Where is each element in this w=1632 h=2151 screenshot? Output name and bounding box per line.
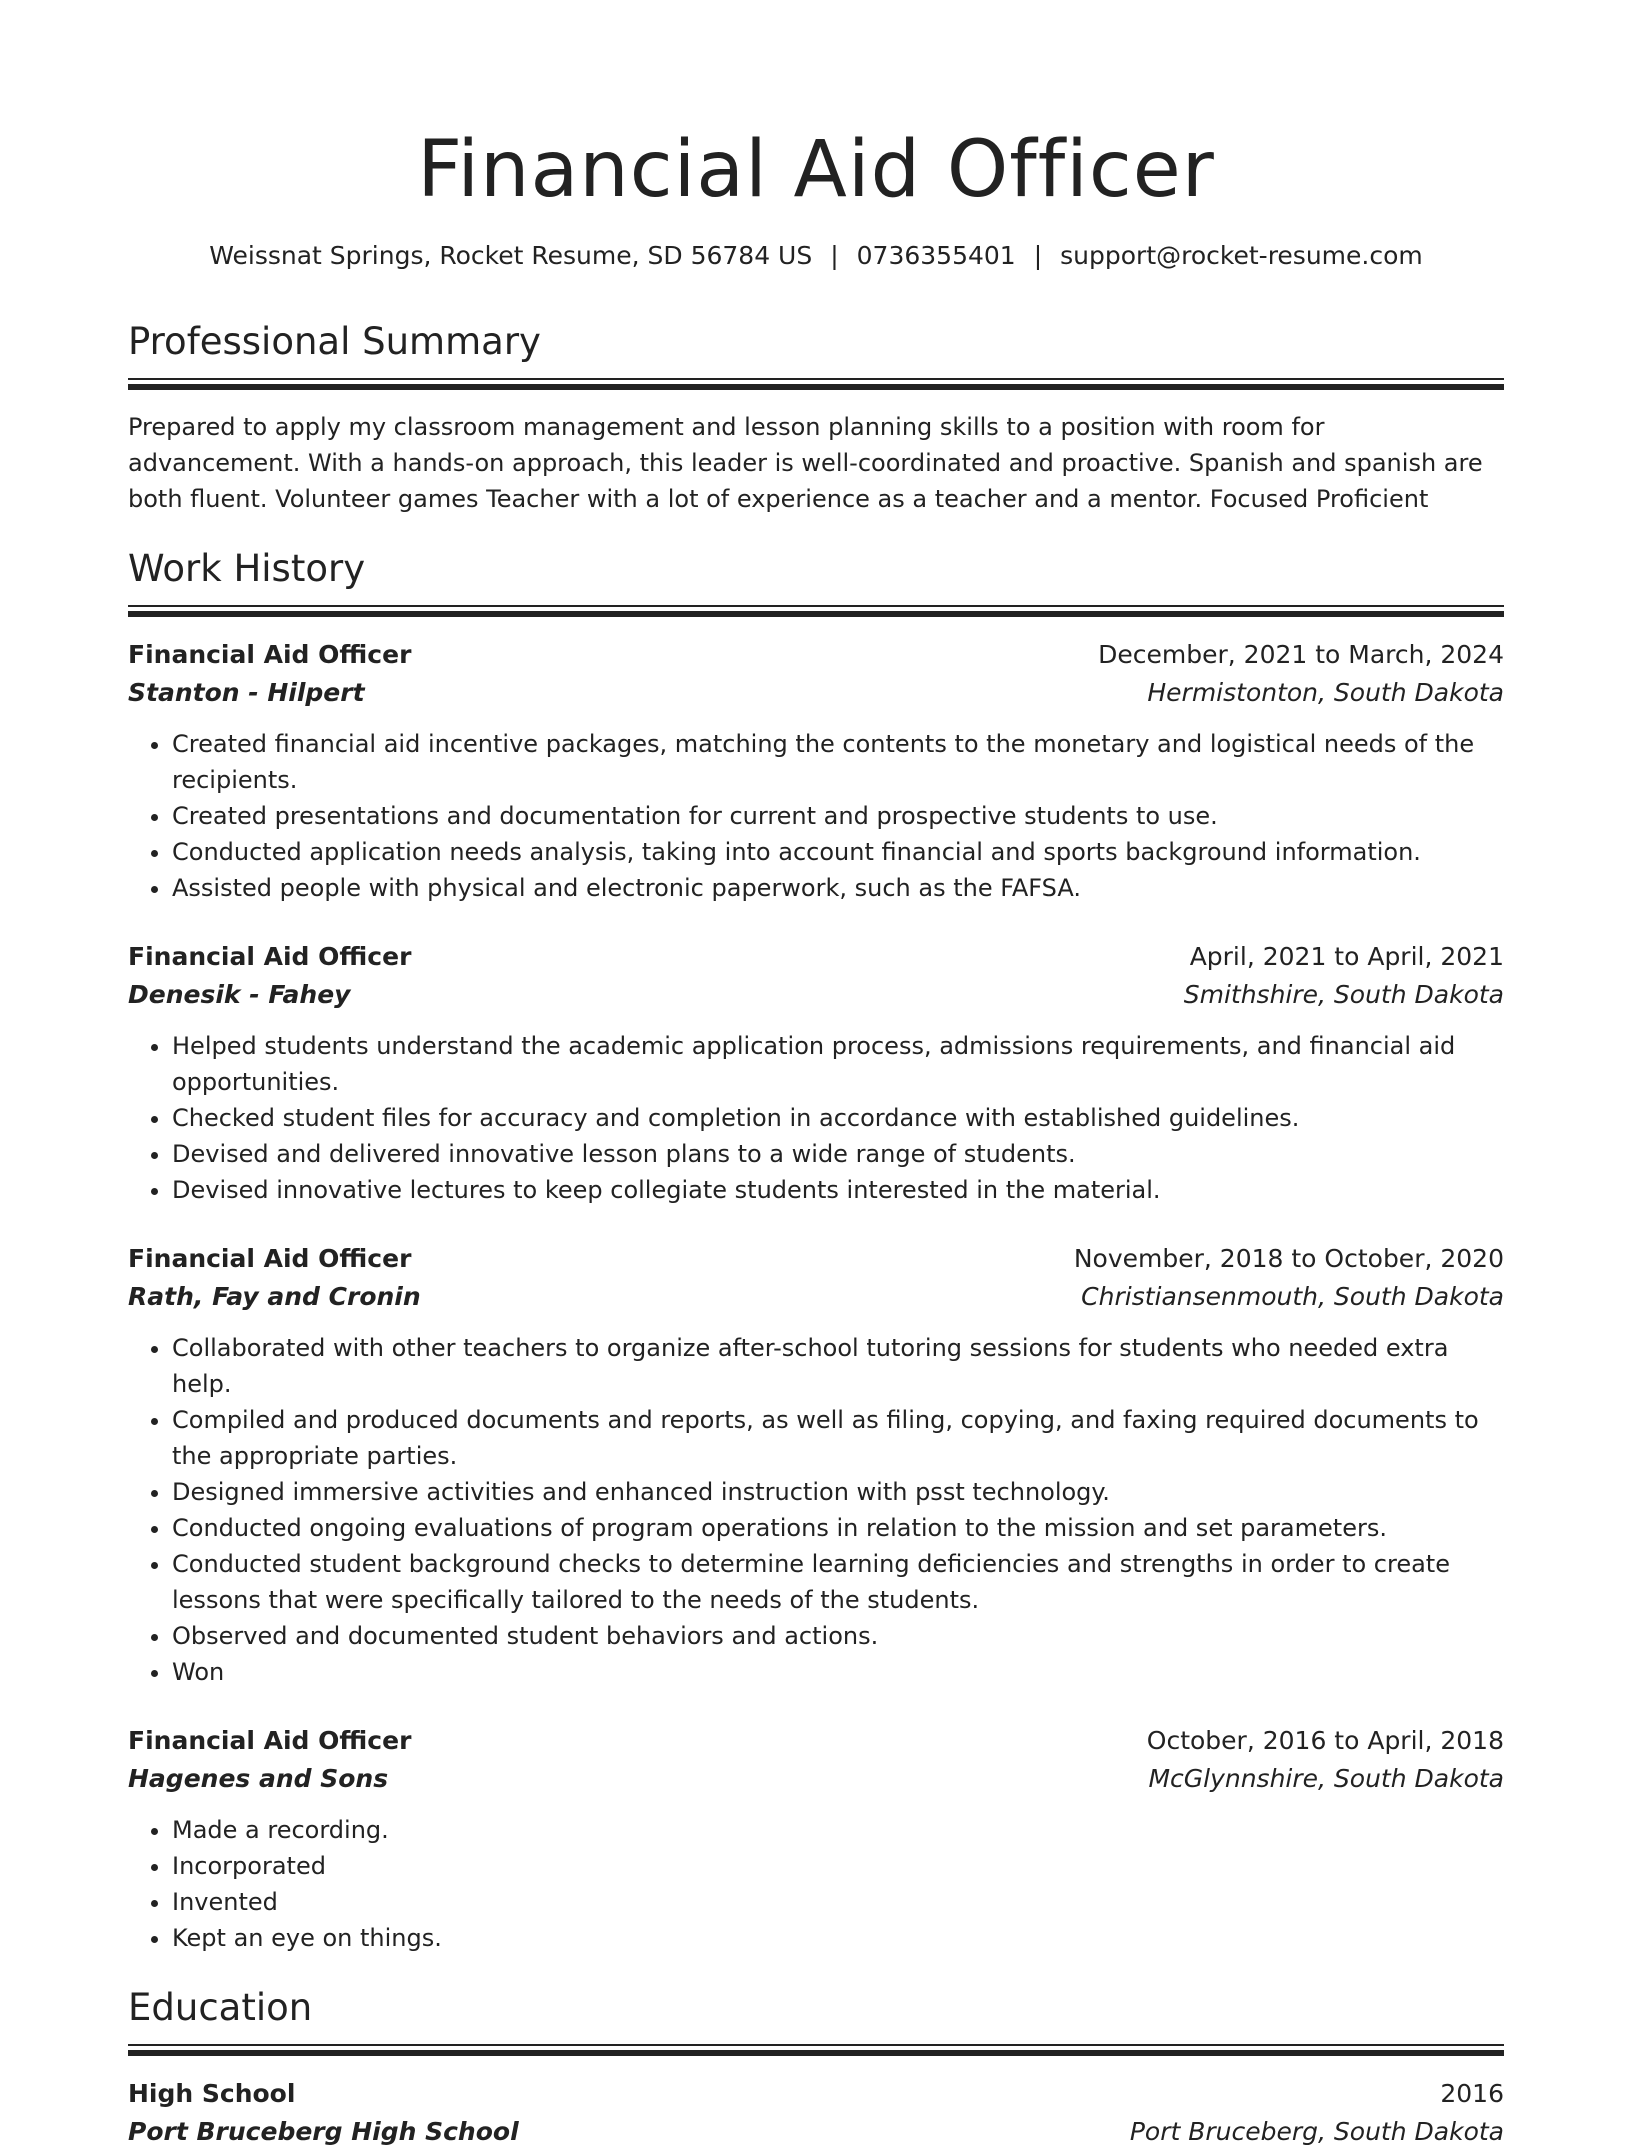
contact-email: support@rocket-resume.com: [1060, 241, 1423, 270]
job-location: Smithshire, South Dakota: [1183, 980, 1504, 1009]
job-title: Financial Aid Officer: [128, 1726, 412, 1755]
list-item: • Collaborated with other teachers to organize after-school tutoring sessions for students who needed extra help.: [172, 1330, 1504, 1402]
contact-separator: |: [1033, 241, 1043, 270]
section-heading-summary: Professional Summary: [128, 320, 541, 363]
job-dates: October, 2016 to April, 2018: [1146, 1726, 1504, 1755]
job-company: Hagenes and Sons: [128, 1764, 389, 1793]
contact-address: Weissnat Springs, Rocket Resume, SD 56784 US: [209, 241, 813, 270]
job-location: Hermistonton, South Dakota: [1147, 678, 1504, 707]
list-item: • Observed and documented student behaviors and actions.: [172, 1618, 1504, 1654]
job-location: Christiansenmouth, South Dakota: [1081, 1282, 1504, 1311]
job-bullets: [128, 726, 1504, 906]
summary-text: Prepared to apply my classroom management and lesson planning skills to a position with room for advancement. With a hands-on approach, this leader is well-coordinated and proactive. Spanish and spanish are both fluent. Volunteer games Teacher with a lot of experience as a teacher and a mentor. Focused Proficient: [128, 413, 1483, 513]
job-dates: April, 2021 to April, 2021: [1189, 942, 1504, 971]
list-item: • Checked student files for accuracy and completion in accordance with established guidelines.: [172, 1100, 1504, 1136]
education-entry: [128, 2075, 1504, 2151]
page-title: Financial Aid Officer: [417, 125, 1215, 215]
job-entry: [128, 938, 1504, 1208]
list-item: • Helped students understand the academic application process, admissions requirements, and financial aid opportunities.: [172, 1028, 1504, 1100]
job-bullets: [128, 1330, 1504, 1690]
job-entry: [128, 1240, 1504, 1690]
list-item: • Conducted application needs analysis, taking into account financial and sports background information.: [172, 834, 1504, 870]
list-item: • Compiled and produced documents and reports, as well as filing, copying, and faxing required documents to the appropriate parties.: [172, 1402, 1504, 1474]
section-heading-work: Work History: [128, 547, 366, 590]
job-dates: November, 2018 to October, 2020: [1073, 1244, 1504, 1273]
contact-phone: 0736355401: [856, 241, 1016, 270]
contact-line: [128, 238, 1504, 274]
section-divider: [128, 2044, 1504, 2055]
list-item: • Devised and delivered innovative lesson plans to a wide range of students.: [172, 1136, 1504, 1172]
education-school: Port Bruceberg High School: [128, 2117, 519, 2146]
professional-summary-section: [128, 318, 1504, 517]
contact-separator: |: [830, 241, 839, 270]
job-title: Financial Aid Officer: [128, 1244, 412, 1273]
job-company: Rath, Fay and Cronin: [128, 1282, 421, 1311]
job-company: Stanton - Hilpert: [128, 678, 365, 707]
work-history-section: [128, 545, 1504, 1956]
list-item: • Assisted people with physical and electronic paperwork, such as the FAFSA.: [172, 870, 1504, 906]
job-entry: [128, 636, 1504, 906]
section-heading-education: Education: [128, 1986, 313, 2029]
job-company: Denesik - Fahey: [128, 980, 351, 1009]
education-degree: High School: [128, 2079, 296, 2108]
job-entry: [128, 1722, 1504, 1956]
section-divider: [128, 605, 1504, 616]
list-item: • Created presentations and documentation for current and prospective students to use.: [172, 798, 1504, 834]
list-item: • Kept an eye on things.: [172, 1920, 1504, 1956]
job-title: Financial Aid Officer: [128, 640, 412, 669]
job-bullets: [128, 1028, 1504, 1208]
list-item: • Conducted ongoing evaluations of program operations in relation to the mission and set parameters.: [172, 1510, 1504, 1546]
list-item: • Invented: [172, 1884, 1504, 1920]
job-location: McGlynnshire, South Dakota: [1148, 1764, 1504, 1793]
list-item: • Conducted student background checks to determine learning deficiencies and strengths in order to create lessons that were specifically tailored to the needs of the students.: [172, 1546, 1504, 1618]
education-section: [128, 1984, 1504, 2151]
list-item: • Won: [172, 1654, 1504, 1690]
job-dates: December, 2021 to March, 2024: [1098, 640, 1504, 669]
list-item: • Made a recording.: [172, 1812, 1504, 1848]
list-item: • Incorporated: [172, 1848, 1504, 1884]
education-location: Port Bruceberg, South Dakota: [1129, 2117, 1504, 2146]
job-bullets: [128, 1812, 1504, 1956]
list-item: • Created financial aid incentive packages, matching the contents to the monetary and logistical needs of the recipients.: [172, 726, 1504, 798]
resume-content: [128, 0, 1504, 2151]
list-item: • Designed immersive activities and enhanced instruction with psst technology.: [172, 1474, 1504, 1510]
education-year: 2016: [1440, 2079, 1504, 2108]
job-title: Financial Aid Officer: [128, 942, 412, 971]
list-item: • Devised innovative lectures to keep collegiate students interested in the material.: [172, 1172, 1504, 1208]
section-divider: [128, 378, 1504, 389]
